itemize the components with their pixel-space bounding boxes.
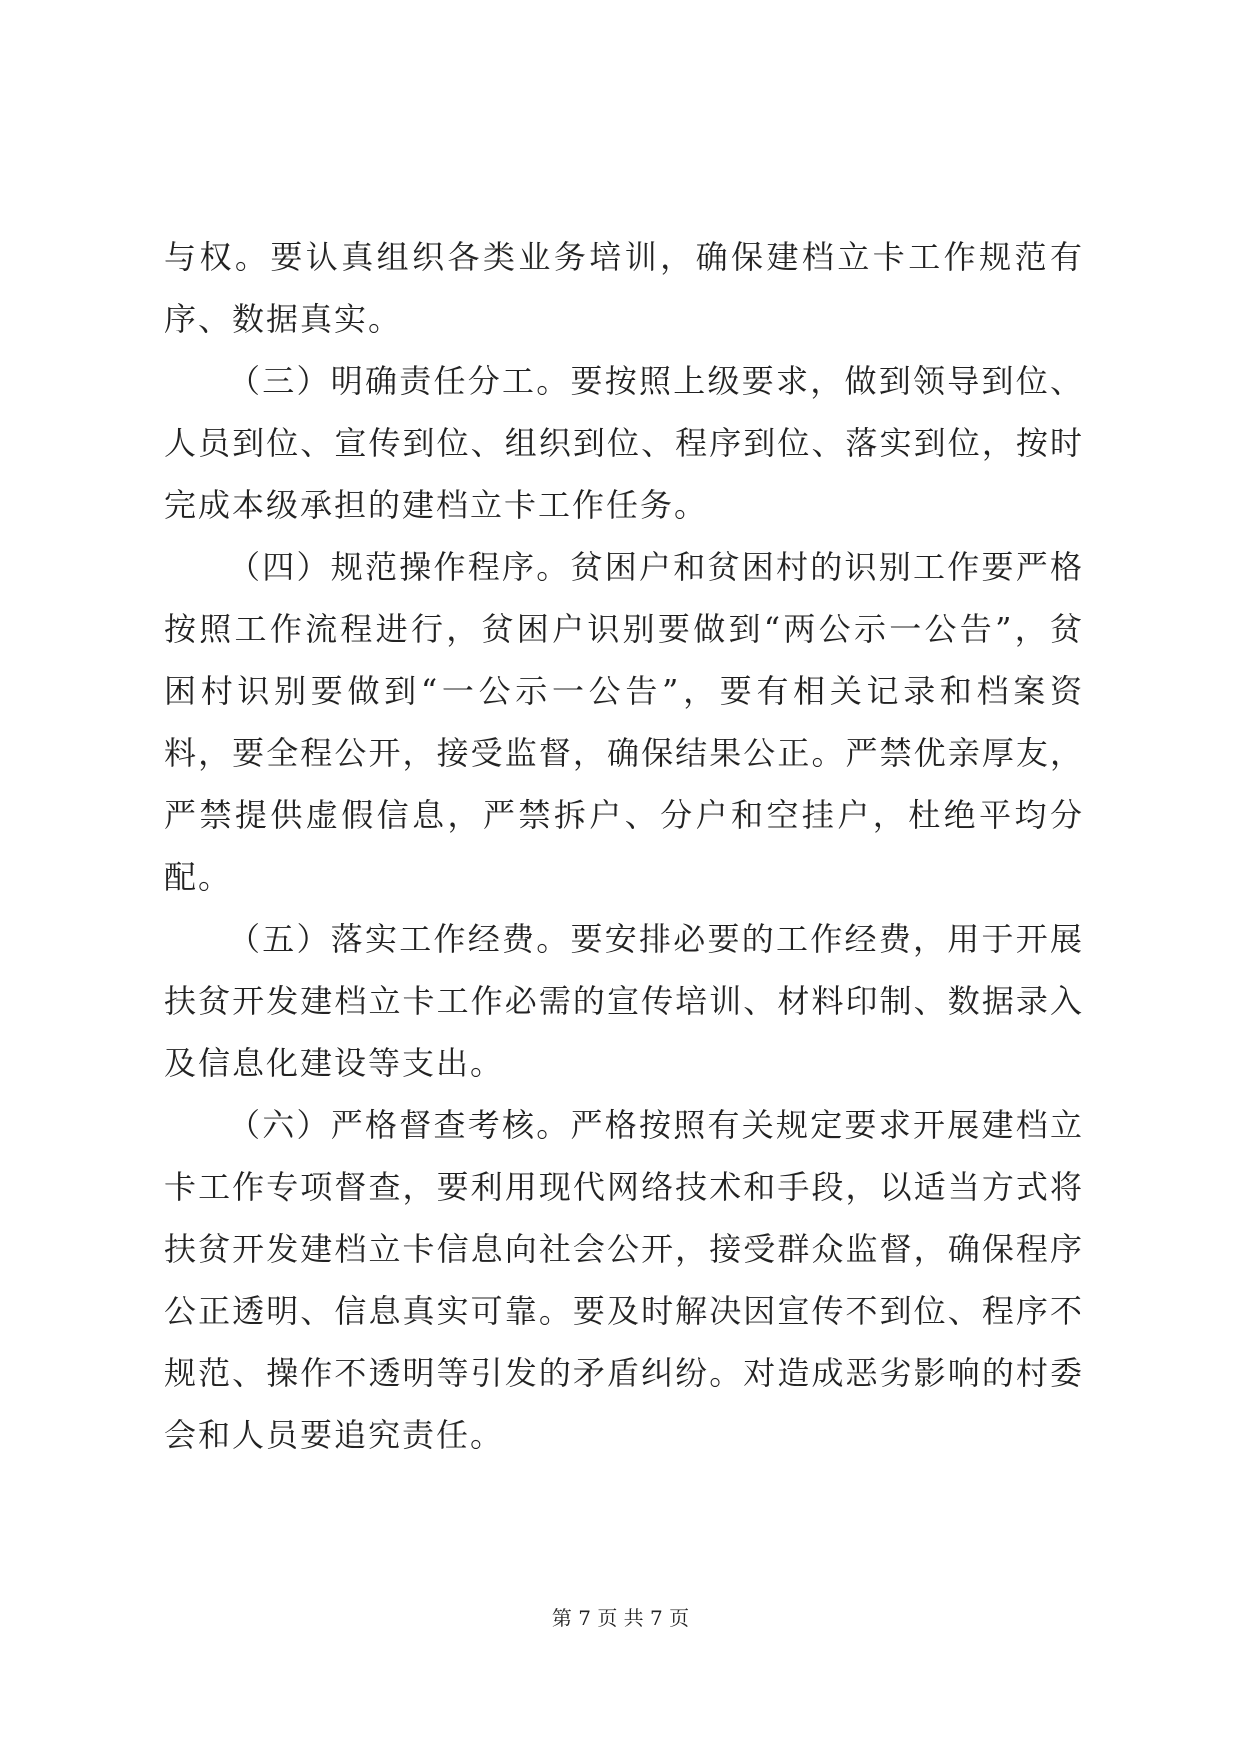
paragraph-strict-supervision: （六）严格督查考核。严格按照有关规定要求开展建档立卡工作专项督查，要利用现代网络技术和手段，以适当方式将扶贫开发建档立卡信息向社会公开，接受群众监督，确保程序公正透明、信息真实可靠。要及时解决因宣传不到位、程序不规范、操作不透明等引发的矛盾纠纷。对造成恶劣影响的村委会和人员要追究责任。 bbox=[164, 1106, 1084, 1454]
paragraph-implement-funding: （五）落实工作经费。要安排必要的工作经费，用于开展扶贫开发建档立卡工作必需的宣传培训、材料印制、数据录入及信息化建设等支出。 bbox=[164, 920, 1084, 1082]
paragraph-clarify-responsibility: （三）明确责任分工。要按照上级要求，做到领导到位、人员到位、宣传到位、组织到位、程序到位、落实到位，按时完成本级承担的建档立卡工作任务。 bbox=[164, 362, 1084, 524]
page-number-footer: 第 7 页 共 7 页 bbox=[551, 1606, 690, 1630]
document-body bbox=[164, 226, 1084, 1466]
paragraph-continuation: 与权。要认真组织各类业务培训，确保建档立卡工作规范有序、数据真实。 bbox=[164, 238, 1084, 338]
paragraph-standardize-procedure: （四）规范操作程序。贫困户和贫困村的识别工作要严格按照工作流程进行，贫困户识别要做到“两公示一公告”，贫困村识别要做到“一公示一公告”，要有相关记录和档案资料，要全程公开，接受监督，确保结果公正。严禁优亲厚友，严禁提供虚假信息，严禁拆户、分户和空挂户，杜绝平均分配。 bbox=[164, 548, 1084, 896]
